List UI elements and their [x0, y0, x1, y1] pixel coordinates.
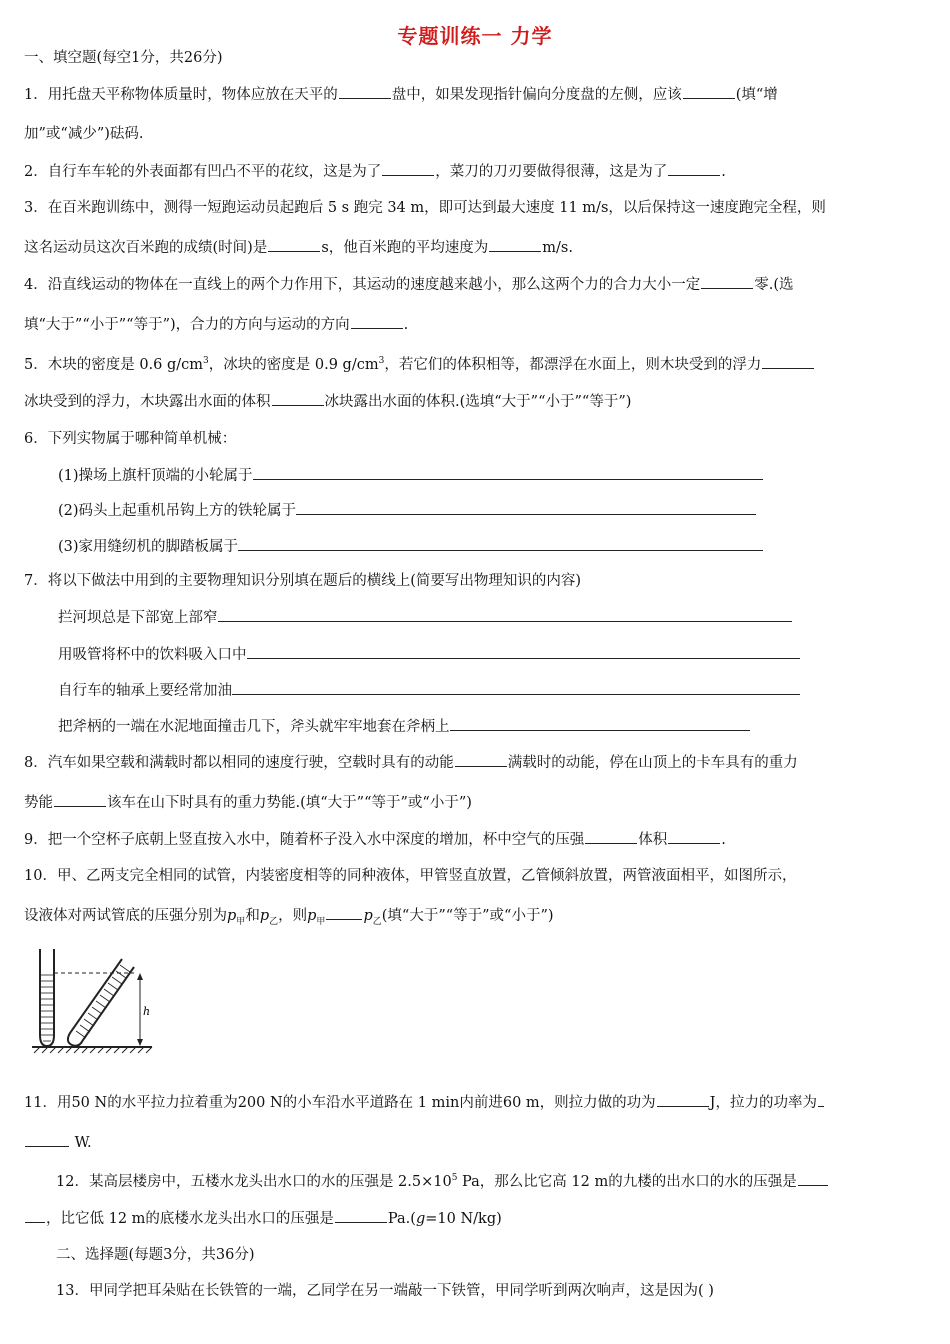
answer-blank[interactable]	[668, 161, 720, 176]
answer-line[interactable]	[253, 465, 763, 480]
question-7-item-2: 用吸管将杯中的饮料吸入口中	[58, 644, 800, 665]
vertical-tube	[40, 949, 54, 1046]
question-6-item-2: (2)码头上起重机吊钩上方的铁轮属于	[58, 500, 756, 521]
question-5-line-2: 冰块受到的浮力，木块露出水面的体积 冰块露出水面的体积.(选填“大于”“小于”“等于”)	[24, 391, 631, 412]
answer-blank[interactable]	[54, 792, 106, 807]
question-2: 2．自行车车轮的外表面都有凹凸不平的花纹，这是为了 ，菜刀的刀刃要做得很薄，这是为了 .	[24, 161, 726, 182]
question-7-item-4: 把斧柄的一端在水泥地面撞击几下，斧头就牢牢地套在斧柄上	[58, 716, 750, 737]
answer-blank[interactable]	[335, 1208, 387, 1223]
answer-line[interactable]	[232, 680, 800, 695]
answer-line[interactable]	[247, 644, 800, 659]
question-10-line-2: 设液体对两试管底的压强分别为$p_甲$和$p_乙$，则$p_甲$ $p_乙$(填“大于”“等于”或“小于”)	[24, 905, 554, 932]
question-6-item-1: (1)操场上旗杆顶端的小轮属于	[58, 465, 763, 486]
answer-blank[interactable]	[326, 905, 362, 920]
question-1-line-2: 加”或“减少”)砝码.	[24, 126, 144, 142]
answer-blank[interactable]	[489, 237, 541, 252]
height-label: h	[143, 1005, 151, 1018]
question-13: 13．甲同学把耳朵贴在长铁管的一端，乙同学在另一端敲一下铁管，甲同学听到两次响声，这是因为( )	[56, 1283, 714, 1299]
question-11-line-2: W.	[24, 1132, 92, 1153]
answer-blank[interactable]	[683, 84, 735, 99]
question-8-line-2: 势能 该车在山下时具有的重力势能.(填“大于”“等于”或“小于”)	[24, 792, 472, 813]
answer-blank[interactable]	[339, 84, 391, 99]
question-3-line-2: 这名运动员这次百米跑的成绩(时间)是 s，他百米跑的平均速度为 m/s.	[24, 237, 573, 258]
question-12-line-1: 12．某高层楼房中，五楼水龙头出水口的水的压强是 $2.5\times 10^5$ Pa，那么比它高 12 m的九楼的出水口的水的压强是	[56, 1168, 829, 1192]
question-1-line-1: 1．用托盘天平称物体质量时，物体应放在天平的 盘中，如果发现指针偏向分度盘的左侧，应该 (填“增	[24, 84, 778, 105]
question-6-item-3: (3)家用缝纫机的脚踏板属于	[58, 536, 763, 557]
answer-blank-start[interactable]	[798, 1171, 828, 1186]
answer-line[interactable]	[296, 500, 756, 515]
section-choice-heading: 二、选择题(每题3分，共36分)	[56, 1247, 255, 1263]
answer-blank[interactable]	[382, 161, 434, 176]
answer-blank[interactable]	[25, 1132, 69, 1147]
question-7-item-3: 自行车的轴承上要经常加油	[58, 680, 800, 701]
answer-line[interactable]	[238, 536, 763, 551]
question-8-line-1: 8．汽车如果空载和满载时都以相同的速度行驶，空载时具有的动能 满载时的动能，停在山顶上的卡车具有的重力	[24, 752, 798, 773]
answer-blank[interactable]	[657, 1092, 709, 1107]
section-fill-in-heading: 一、填空题(每空1分，共26分)	[24, 50, 223, 66]
answer-line[interactable]	[218, 607, 792, 622]
page-title: 专题训练一 力学	[397, 24, 553, 48]
tilted-tube	[68, 959, 134, 1046]
answer-blank[interactable]	[701, 274, 753, 289]
answer-line[interactable]	[450, 716, 750, 731]
question-9: 9．把一个空杯子底朝上竖直按入水中，随着杯子没入水中深度的增加，杯中空气的压强 体积 .	[24, 829, 726, 850]
answer-blank[interactable]	[351, 314, 403, 329]
question-10-line-1: 10．甲、乙两支完全相同的试管，内装密度相等的同种液体，甲管竖直放置，乙管倾斜放置，两管液面相平，如图所示，	[24, 868, 797, 884]
question-11-line-1: 11．用50 N的水平拉力拉着重为200 N的小车沿水平道路在 1 min内前进60 m，则拉力做的功为 J，拉力的功率为	[24, 1092, 825, 1113]
answer-blank[interactable]	[455, 752, 507, 767]
question-4-line-1: 4．沿直线运动的物体在一直线上的两个力作用下，其运动的速度越来越小，那么这两个力的合力大小一定 零.(选	[24, 274, 794, 295]
question-7-item-1: 拦河坝总是下部宽上部窄	[58, 607, 792, 628]
question-3-line-1: 3．在百米跑训练中，测得一短跑运动员起跑后 5 s 跑完 34 m，即可达到最大速度 11 m/s，以后保持这一速度跑完全程，则	[24, 200, 826, 216]
answer-blank[interactable]	[25, 1208, 45, 1223]
ground-surface	[32, 1047, 152, 1053]
answer-blank-start[interactable]	[818, 1092, 824, 1107]
answer-blank[interactable]	[272, 391, 324, 406]
answer-blank[interactable]	[762, 354, 814, 369]
question-5-line-1: 5．木块的密度是 0.6 $g/cm^3$，冰块的密度是 0.9 $g/cm^3$，若它们的体积相等，都漂浮在水面上，则木块受到的浮力	[24, 351, 815, 375]
test-tubes-figure	[30, 945, 160, 1055]
question-4-line-2: 填“大于”“小于”“等于”)，合力的方向与运动的方向 .	[24, 314, 408, 335]
answer-blank[interactable]	[585, 829, 637, 844]
question-6: 6．下列实物属于哪种简单机械：	[24, 431, 237, 447]
answer-blank[interactable]	[268, 237, 320, 252]
question-12-line-2: ，比它低 12 m的底楼水龙头出水口的压强是 Pa.(g=10 N/kg)	[24, 1208, 502, 1229]
question-7: 7．将以下做法中用到的主要物理知识分别填在题后的横线上(简要写出物理知识的内容)	[24, 573, 582, 589]
answer-blank[interactable]	[668, 829, 720, 844]
